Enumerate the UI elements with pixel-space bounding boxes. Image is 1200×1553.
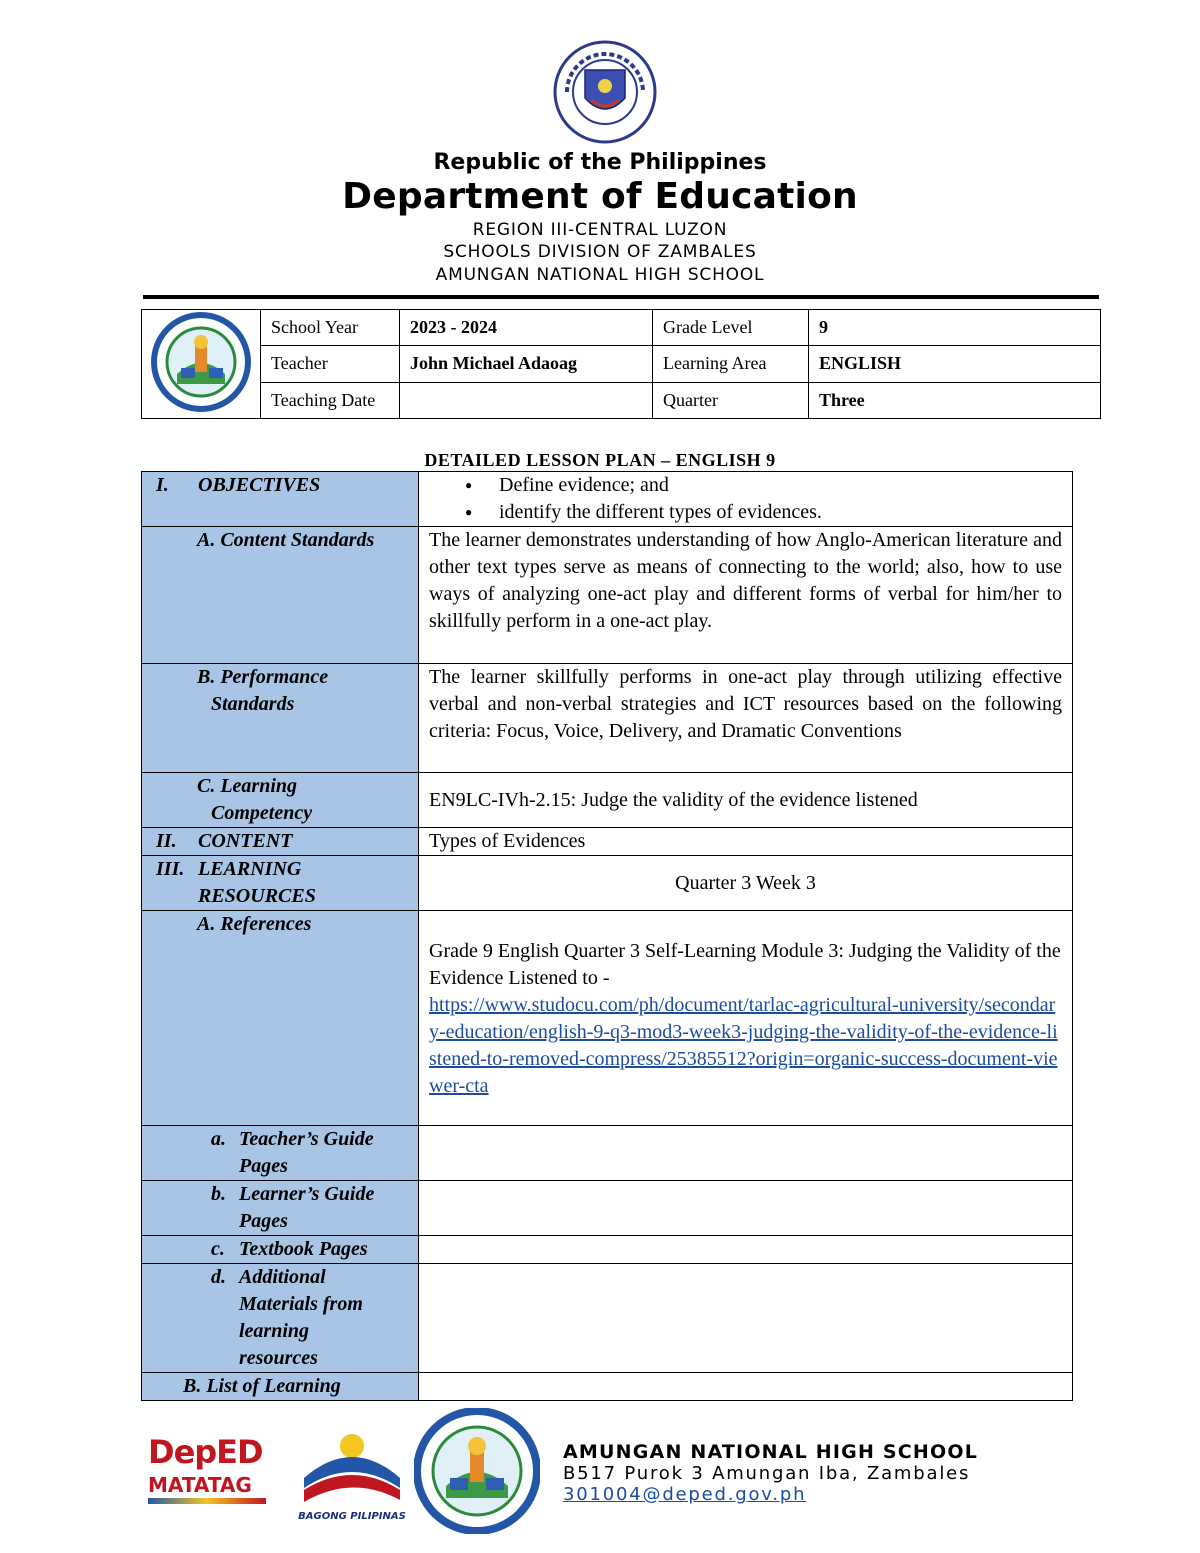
additional-materials-value	[419, 1264, 1073, 1373]
textbook-value	[419, 1236, 1073, 1264]
grade-level-label: Grade Level	[653, 310, 809, 346]
table-row	[142, 828, 1073, 856]
quarter-label: Quarter	[653, 382, 809, 418]
objectives-cell	[419, 472, 1073, 527]
deped-logo-text: DepED	[148, 1433, 263, 1471]
additional-materials-label-3: learning	[239, 1320, 310, 1342]
competency-label-1: C. Learning	[197, 775, 298, 797]
table-row	[142, 773, 1073, 828]
table-row	[142, 1264, 1073, 1373]
additional-materials-letter: d.	[211, 1266, 226, 1288]
learning-area-label: Learning Area	[653, 346, 809, 382]
objectives-list	[429, 472, 1062, 526]
additional-materials-label-1: Additional	[239, 1266, 326, 1288]
references-label: A. References	[197, 913, 312, 935]
table-row	[142, 664, 1073, 773]
learners-guide-letter: b.	[211, 1183, 226, 1205]
learning-area-value: ENGLISH	[809, 346, 1101, 382]
content-standards-header-cell	[142, 527, 419, 664]
references-header-cell	[142, 911, 419, 1126]
lesson-info-table	[141, 309, 1101, 419]
school-logo	[149, 312, 253, 412]
learning-list-value	[419, 1373, 1073, 1401]
school-logo-cell	[142, 310, 261, 419]
teaching-date-value	[400, 382, 653, 418]
table-row	[142, 1373, 1073, 1401]
performance-standards-header-cell	[142, 664, 419, 773]
bagong-pilipinas-text: BAGONG PILIPINAS	[298, 1511, 406, 1522]
content-header-cell	[142, 828, 419, 856]
objectives-label: OBJECTIVES	[198, 474, 321, 496]
learning-list-header-cell	[142, 1373, 419, 1401]
content-standards-text: The learner demonstrates understanding of how Anglo-American literature and other text types serve as means of connecting to the world; also, how to use ways of analyzing one-act play and different forms of verbal for him/her to skillfully perform in a one-act play.	[419, 527, 1073, 664]
teachers-guide-header-cell	[142, 1126, 419, 1181]
textbook-header-cell	[142, 1236, 419, 1264]
objectives-header-cell	[142, 472, 419, 527]
matatag-text: MATATAG	[148, 1473, 252, 1497]
deped-seal	[553, 40, 657, 144]
objectives-number: I.	[156, 474, 169, 496]
lesson-plan-table	[141, 471, 1073, 1401]
resources-text: Quarter 3 Week 3	[419, 856, 1073, 911]
content-label: CONTENT	[198, 830, 293, 852]
competency-header-cell	[142, 773, 419, 828]
table-row	[142, 911, 1073, 1126]
teachers-guide-label-1: Teacher’s Guide	[239, 1128, 374, 1150]
competency-label-2: Competency	[211, 802, 313, 824]
teaching-date-label: Teaching Date	[261, 382, 400, 418]
region-heading: REGION III-CENTRAL LUZON	[472, 220, 728, 240]
school-logo-footer	[414, 1408, 540, 1534]
additional-materials-label-2: Materials from	[239, 1293, 363, 1315]
teacher-value: John Michael Adaoag	[400, 346, 653, 382]
table-row	[142, 527, 1073, 664]
references-cell	[419, 911, 1073, 1126]
teachers-guide-label-2: Pages	[239, 1155, 288, 1177]
bagong-pilipinas-emblem	[296, 1426, 408, 1506]
bagong-pilipinas-logo	[296, 1426, 408, 1522]
content-text: Types of Evidences	[419, 828, 1073, 856]
performance-standards-text: The learner skillfully performs in one-act play through utilizing effective verbal and non-verbal strategies and ICT resources based on the following criteria: Focus, Voice, Delivery, and Dramatic Conventions	[419, 664, 1073, 773]
quarter-value: Three	[809, 382, 1101, 418]
resources-label-1: LEARNING	[198, 858, 302, 880]
republic-heading: Republic of the Philippines	[433, 150, 767, 175]
grade-level-value: 9	[809, 310, 1101, 346]
table-row	[142, 1126, 1073, 1181]
list-item: ● Define evidence; and	[499, 472, 1062, 499]
teacher-label: Teacher	[261, 346, 400, 382]
footer-school-name: AMUNGAN NATIONAL HIGH SCHOOL	[563, 1441, 979, 1463]
school-heading: AMUNGAN NATIONAL HIGH SCHOOL	[435, 265, 765, 285]
learning-list-label: B. List of Learning	[183, 1375, 341, 1397]
footer-address: B517 Purok 3 Amungan Iba, Zambales	[563, 1463, 971, 1484]
learners-guide-header-cell	[142, 1181, 419, 1236]
table-row	[142, 472, 1073, 527]
school-year-label: School Year	[261, 310, 400, 346]
additional-materials-label-4: resources	[239, 1347, 318, 1369]
performance-standards-label-1: B. Performance	[197, 666, 329, 688]
learners-guide-label-1: Learner’s Guide	[239, 1183, 375, 1205]
references-link[interactable]: https://www.studocu.com/ph/document/tarlac-agricultural-university/secondary-education/english-9-q3-mod3-week3-judging-the-validity-of-the-evidence-listened-to-removed-compress/25385512?origin=organic-success-document-viewer-cta	[429, 994, 1058, 1097]
division-heading: SCHOOLS DIVISION OF ZAMBALES	[443, 242, 757, 262]
table-row	[142, 1236, 1073, 1264]
content-number: II.	[156, 830, 177, 852]
teachers-guide-letter: a.	[211, 1128, 226, 1150]
lesson-plan-title: DETAILED LESSON PLAN – ENGLISH 9	[424, 450, 776, 470]
table-row	[142, 1181, 1073, 1236]
resources-header-cell	[142, 856, 419, 911]
teachers-guide-value	[419, 1126, 1073, 1181]
textbook-label: Textbook Pages	[239, 1238, 368, 1260]
additional-materials-header-cell	[142, 1264, 419, 1373]
learners-guide-label-2: Pages	[239, 1210, 288, 1232]
list-item: ● identify the different types of evidences.	[499, 499, 1062, 526]
competency-text: EN9LC-IVh-2.15: Judge the validity of the evidence listened	[419, 773, 1073, 828]
textbook-letter: c.	[211, 1238, 225, 1260]
department-heading: Department of Education	[342, 176, 858, 217]
performance-standards-label-2: Standards	[211, 693, 295, 715]
resources-number: III.	[156, 858, 185, 880]
content-standards-label: A. Content Standards	[197, 529, 375, 551]
deped-matatag-logo	[148, 1432, 270, 1522]
footer-email-link[interactable]: 301004@deped.gov.ph	[563, 1484, 807, 1505]
references-text: Grade 9 English Quarter 3 Self-Learning Module 3: Judging the Validity of the Evidence Listened to -	[429, 940, 1061, 989]
school-year-value: 2023 - 2024	[400, 310, 653, 346]
matatag-stripe	[148, 1498, 266, 1504]
resources-label-2: RESOURCES	[198, 885, 316, 907]
learners-guide-value	[419, 1181, 1073, 1236]
table-row	[142, 856, 1073, 911]
header-divider	[143, 295, 1099, 299]
